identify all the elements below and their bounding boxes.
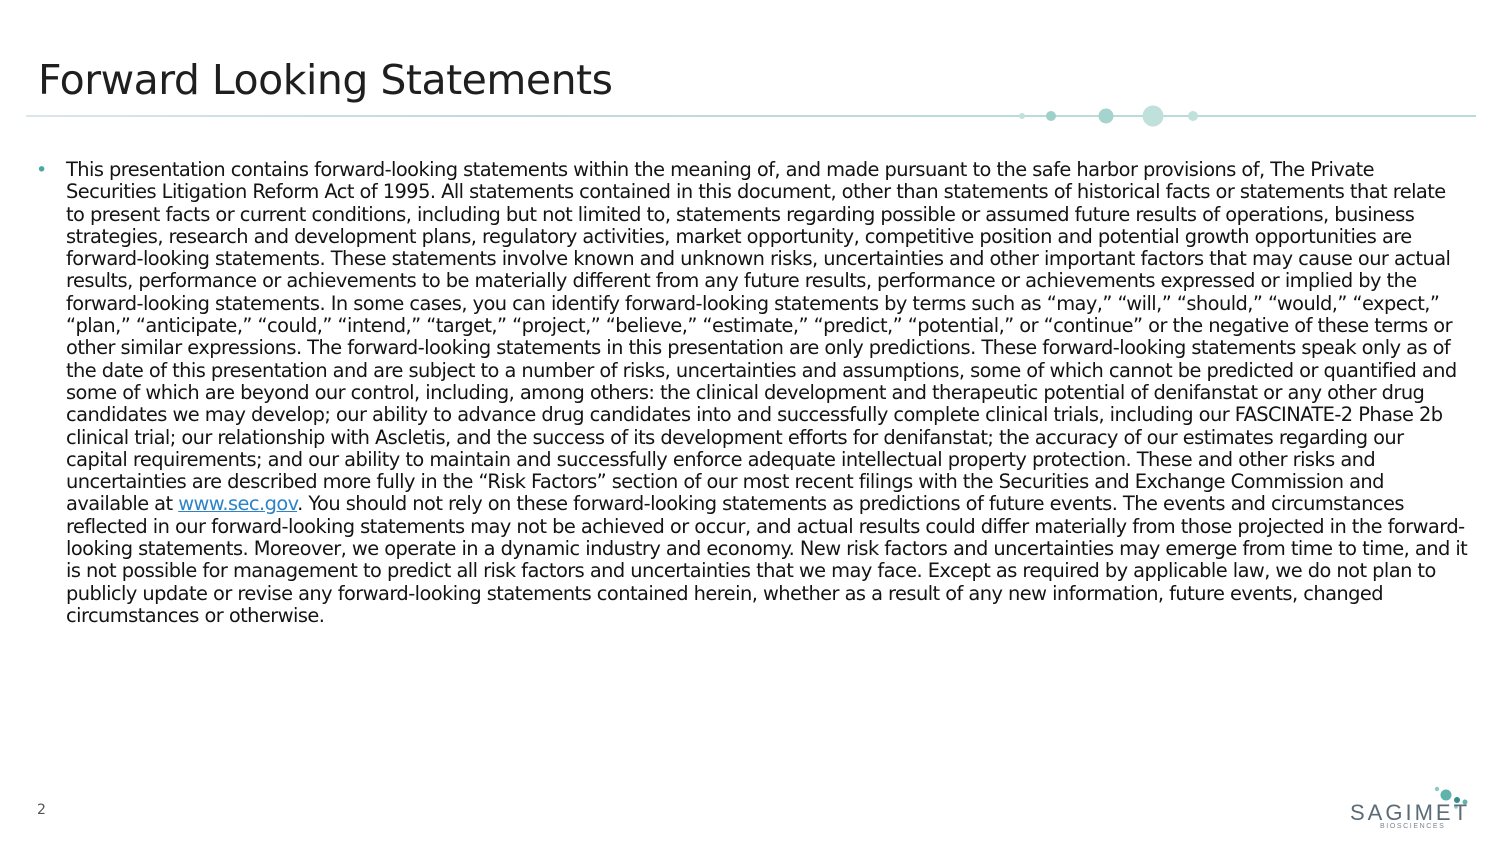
slide-title: Forward Looking Statements — [38, 56, 613, 104]
disclaimer-text-part-1: This presentation contains forward-looking statements within the meaning of, and made pursuant to the safe harbor provisions of, The Private Securities Litigation Reform Act of 1995. All statements contained in this document, other than statements of historical facts or statements that relate to present facts or current conditions, including but not limited to, statements regarding possible or assumed future results of operations, business strategies, research and development plans, regulatory activities, market opportunity, competitive position and potential growth opportunities are forward-looking statements. These statements involve known and unknown risks, uncertainties and other important factors that may cause our actual results, performance or achievements to be materially different from any future results, performance or achievements expressed or implied by the forward-looking statements. In some cases, you can identify forward-looking statements by terms such as “may,” “will,” “should,” “would,” “expect,” “plan,” “anticipate,” “could,” “intend,” “target,” “project,” “believe,” “estimate,” “predict,” “potential,” or “continue” or the negative of these terms or other similar expressions. The forward-looking statements in this presentation are only predictions. These forward-looking statements speak only as of the date of this presentation and are subject to a number of risks, uncertainties and assumptions, some of which cannot be predicted or quantified and some of which are beyond our control, including, among others: the clinical development and therapeutic potential of denifanstat or any other drug candidates we may develop; our ability to advance drug candidates into and successfully complete clinical trials, including our FASCINATE-2 Phase 2b clinical trial; our relationship with Ascletis, and the success of its development efforts for denifanstat; the accuracy of our estimates regarding our capital requirements; and our ability to maintain and successfully enforce adequate intellectual property protection. These and other risks and uncertainties are described more fully in the “Risk Factors” section of our most recent filings with the Securities and Exchange Commission and available at — [66, 158, 1457, 516]
sec-link[interactable]: www.sec.gov — [178, 492, 298, 516]
company-logo — [1340, 780, 1480, 836]
divider-dots-ornament — [1010, 102, 1200, 130]
page-number: 2 — [37, 802, 46, 818]
title-divider — [26, 114, 1476, 118]
disclaimer-bullet — [36, 159, 1468, 627]
logo-wordmark: SAGIMET — [1350, 800, 1471, 825]
logo-subtitle: BIOSCIENCES — [1380, 823, 1446, 830]
disclaimer-text-part-2: . You should not rely on these forward-looking statements as predictions of future events. The events and circumstances reflected in our forward-looking statements may not be achieved or occur, and actual results could differ materially from those projected in the forward-looking statements. Moreover, we operate in a dynamic industry and economy. New risk factors and uncertainties may emerge from time to time, and it is not possible for management to predict all risk factors and uncertainties that we may face. Except as required by applicable law, we do not plan to publicly update or revise any forward-looking statements contained herein, whether as a result of any new information, future events, changed circumstances or otherwise. — [66, 492, 1468, 627]
bullet-marker: • — [36, 159, 48, 181]
disclaimer-paragraph — [66, 159, 1468, 627]
content-area — [36, 159, 1468, 627]
